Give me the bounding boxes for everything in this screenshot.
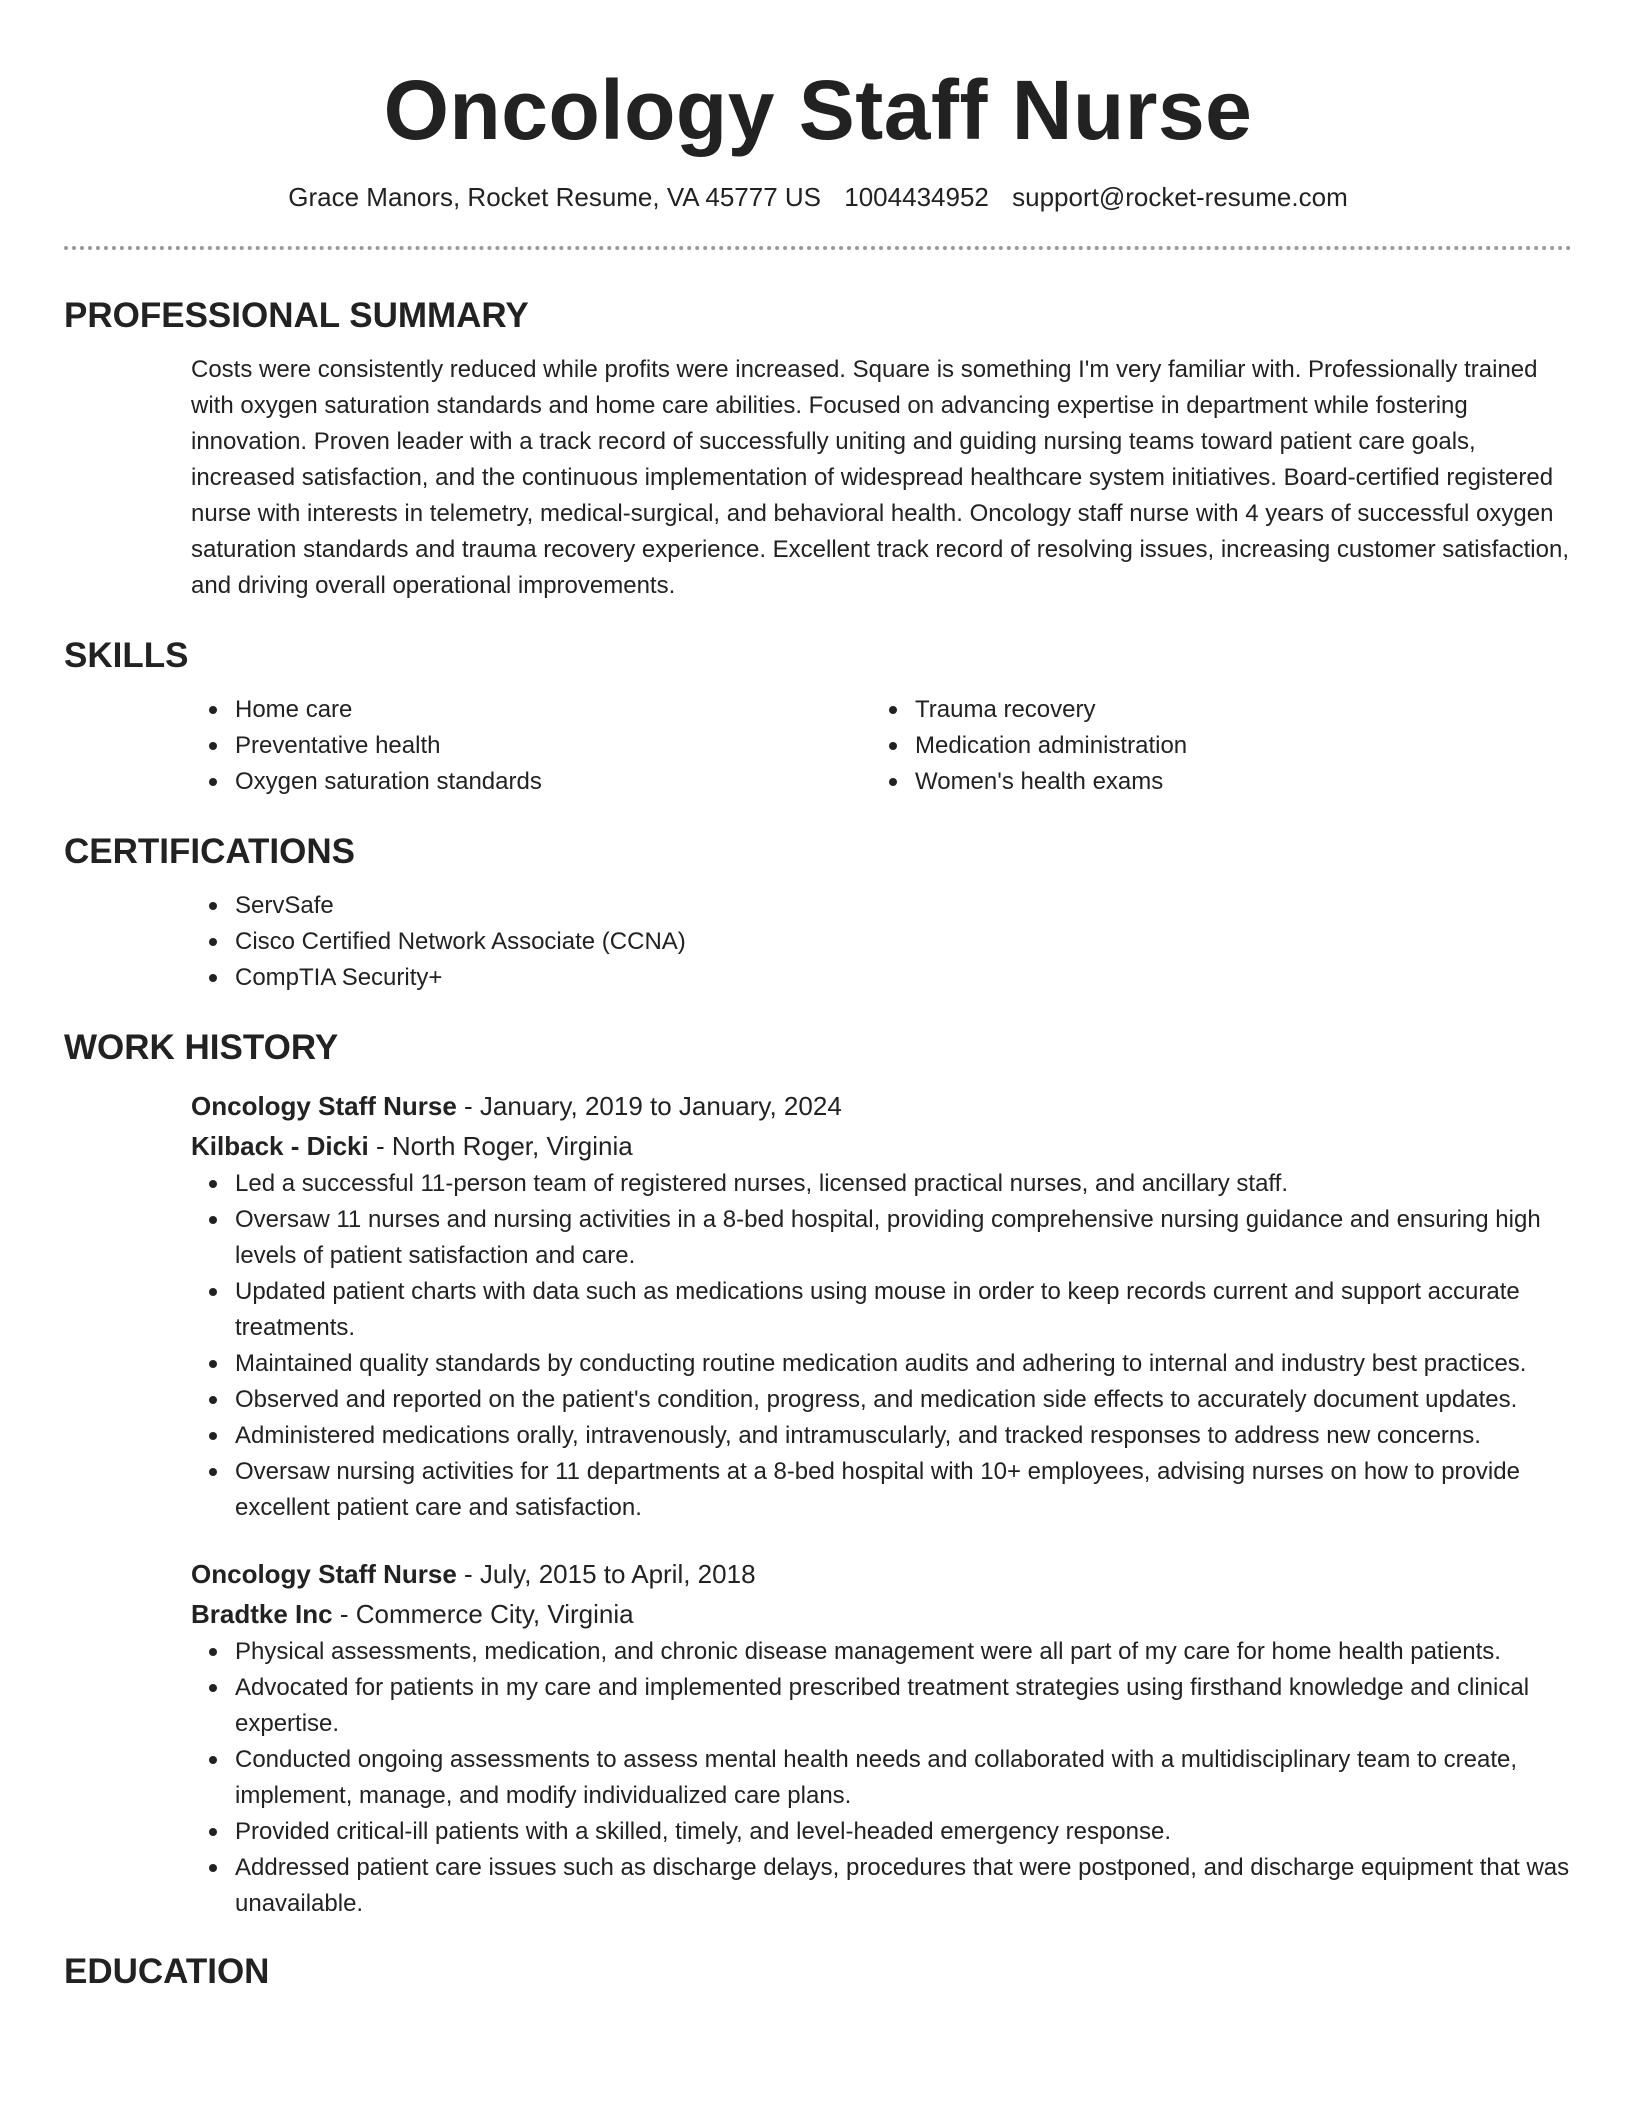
education-heading: EDUCATION	[64, 1952, 270, 1991]
job-entry	[191, 1554, 1572, 1922]
skill-item: Women's health exams	[915, 764, 1551, 800]
certification-item: ServSafe	[235, 888, 1572, 924]
job-role: Oncology Staff Nurse	[191, 1559, 457, 1589]
summary-section	[64, 294, 1572, 604]
job-dates: - January, 2019 to January, 2024	[456, 1091, 842, 1121]
education-section	[64, 1950, 1572, 1994]
certifications-heading: CERTIFICATIONS	[64, 832, 356, 871]
contact-address: Grace Manors, Rocket Resume, VA 45777 US	[288, 182, 822, 212]
skills-column-right	[871, 692, 1551, 800]
skill-item: Preventative health	[235, 728, 871, 764]
contact-phone: 1004434952	[844, 182, 989, 212]
job-title-line	[191, 1554, 1572, 1594]
job-bullet: Administered medications orally, intravenously, and intramuscularly, and tracked responses to address new concerns.	[235, 1418, 1572, 1454]
header-divider	[64, 246, 1572, 250]
work-history-section	[64, 1026, 1572, 1922]
resume-page	[64, 0, 1572, 1994]
job-company: Bradtke Inc	[191, 1599, 333, 1629]
job-role: Oncology Staff Nurse	[191, 1091, 457, 1121]
job-bullet: Physical assessments, medication, and chronic disease management were all part of my care for home health patients.	[235, 1634, 1572, 1670]
summary-heading: PROFESSIONAL SUMMARY	[64, 296, 529, 335]
job-bullet: Provided critical-ill patients with a skilled, timely, and level-headed emergency response.	[235, 1814, 1572, 1850]
job-bullet: Updated patient charts with data such as medications using mouse in order to keep records current and support accurate treatments.	[235, 1274, 1572, 1346]
skill-item: Oxygen saturation standards	[235, 764, 871, 800]
certification-item: CompTIA Security+	[235, 960, 1572, 996]
skills-section	[64, 634, 1572, 800]
skills-column-left	[191, 692, 871, 800]
resume-name: Oncology Staff Nurse	[383, 63, 1253, 157]
certification-item: Cisco Certified Network Associate (CCNA)	[235, 924, 1572, 960]
job-bullet: Observed and reported on the patient's condition, progress, and medication side effects to accurately document updates.	[235, 1382, 1572, 1418]
job-location: - North Roger, Virginia	[368, 1131, 633, 1161]
job-company: Kilback - Dicki	[191, 1131, 369, 1161]
job-bullet: Oversaw 11 nurses and nursing activities in a 8-bed hospital, providing comprehensive nursing guidance and ensuring high levels of patient satisfaction and care.	[235, 1202, 1572, 1274]
job-bullet: Advocated for patients in my care and implemented prescribed treatment strategies using firsthand knowledge and clinical expertise.	[235, 1670, 1572, 1742]
certifications-section	[64, 830, 1572, 996]
skill-item: Trauma recovery	[915, 692, 1551, 728]
job-company-line	[191, 1126, 1572, 1166]
job-location: - Commerce City, Virginia	[332, 1599, 634, 1629]
skills-heading: SKILLS	[64, 636, 189, 675]
job-bullet: Maintained quality standards by conducting routine medication audits and adhering to internal and industry best practices.	[235, 1346, 1572, 1382]
job-company-line	[191, 1594, 1572, 1634]
job-dates: - July, 2015 to April, 2018	[456, 1559, 756, 1589]
summary-text: Costs were consistently reduced while profits were increased. Square is something I'm very familiar with. Professionally trained with oxygen saturation standards and home care abilities. Focused on advancing expertise in department while fostering innovation. Proven leader with a track record of successfully uniting and guiding nursing teams toward patient care goals, increased satisfaction, and the continuous implementation of widespread healthcare system initiatives. Board-certified registered nurse with interests in telemetry, medical-surgical, and behavioral health. Oncology staff nurse with 4 years of successful oxygen saturation standards and trauma recovery experience. Excellent track record of resolving issues, increasing customer satisfaction, and driving overall operational improvements.	[191, 356, 1569, 599]
job-title-line	[191, 1086, 1572, 1126]
job-entry	[191, 1086, 1572, 1526]
job-bullet: Oversaw nursing activities for 11 departments at a 8-bed hospital with 10+ employees, advising nurses on how to provide excellent patient care and satisfaction.	[235, 1454, 1572, 1526]
work-history-heading: WORK HISTORY	[64, 1028, 339, 1067]
skill-item: Medication administration	[915, 728, 1551, 764]
contact-line	[64, 180, 1572, 214]
skill-item: Home care	[235, 692, 871, 728]
contact-email: support@rocket-resume.com	[1012, 182, 1348, 212]
job-bullet: Led a successful 11-person team of registered nurses, licensed practical nurses, and ancillary staff.	[235, 1166, 1572, 1202]
job-bullet: Addressed patient care issues such as discharge delays, procedures that were postponed, and discharge equipment that was unavailable.	[235, 1850, 1572, 1922]
job-bullet: Conducted ongoing assessments to assess mental health needs and collaborated with a multidisciplinary team to create, implement, manage, and modify individualized care plans.	[235, 1742, 1572, 1814]
